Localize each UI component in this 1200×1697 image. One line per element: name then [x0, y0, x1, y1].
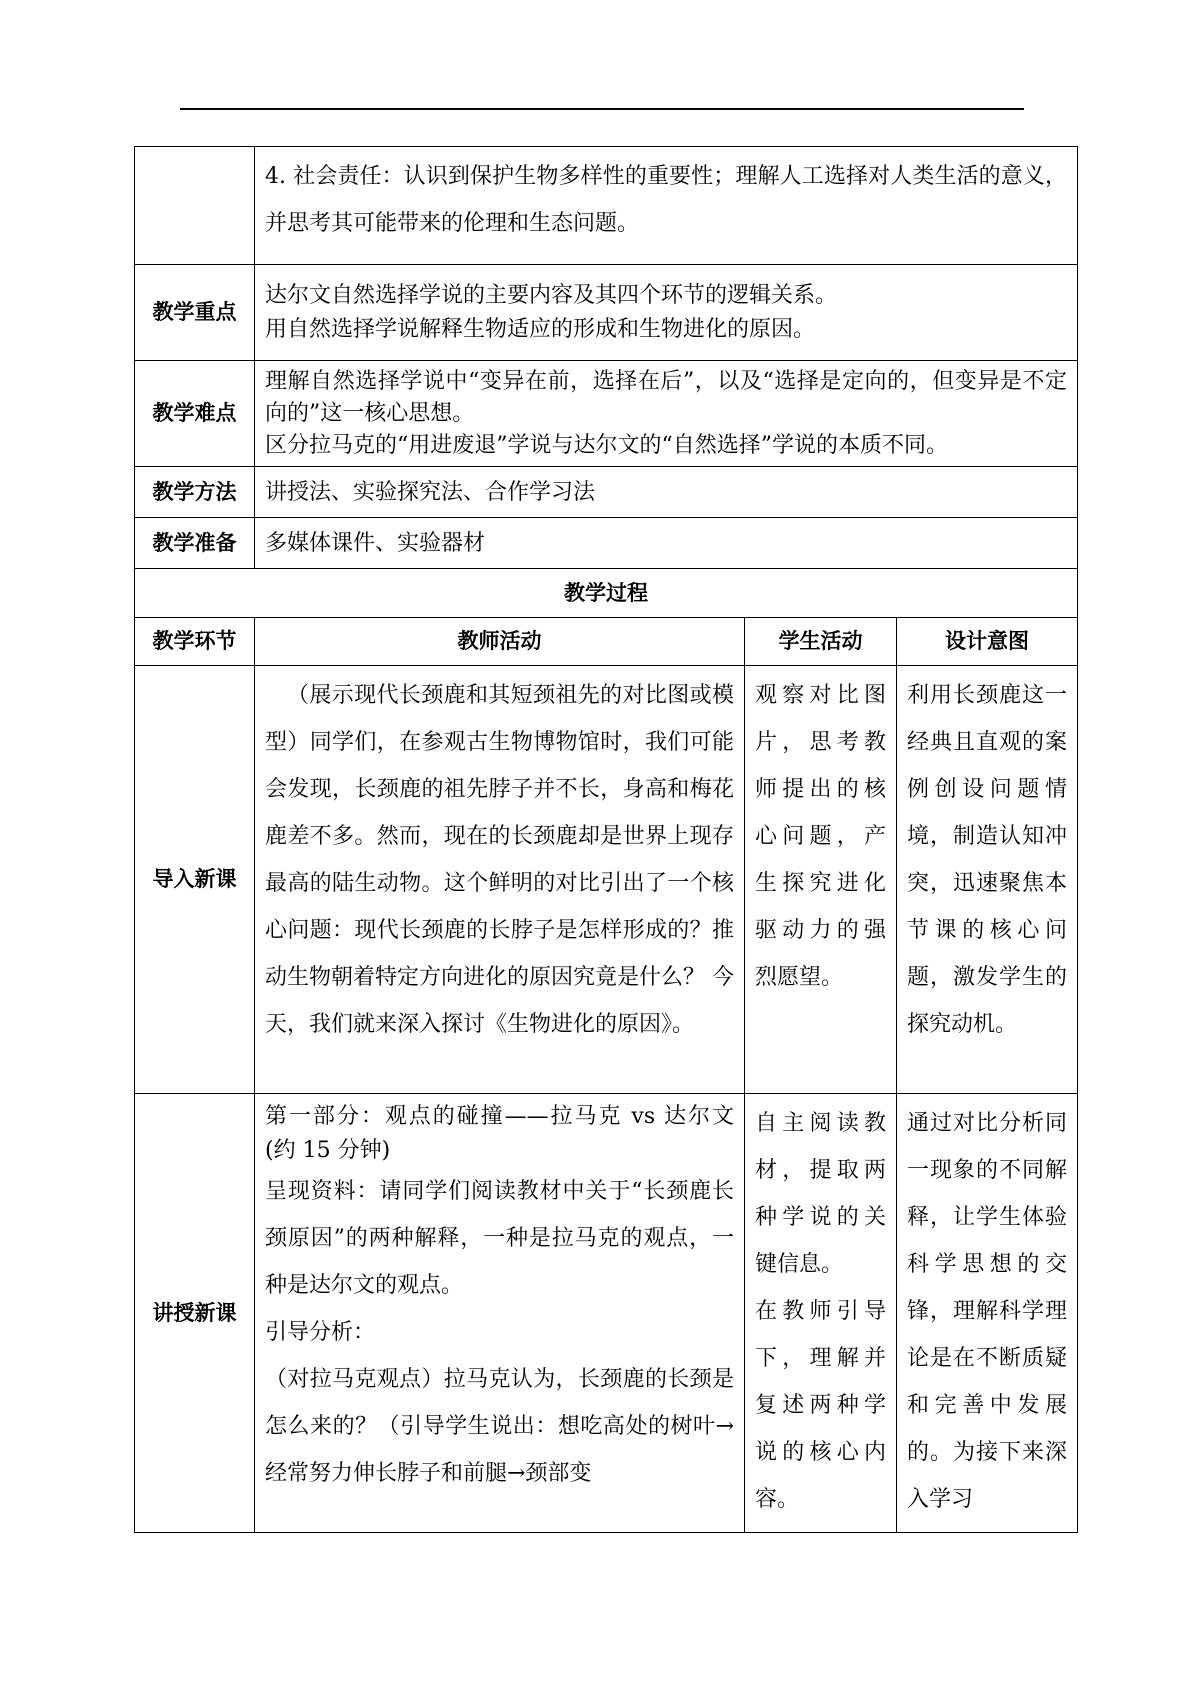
key-point-line: 用自然选择学说解释生物适应的形成和生物进化的原因。 — [265, 316, 816, 342]
key-point-line: 达尔文自然选择学说的主要内容及其四个环节的逻辑关系。 — [265, 282, 838, 308]
header-teacher: 教师活动 — [255, 618, 745, 666]
design-intent: 利用长颈鹿这一经典且直观的案例创设问题情境，制造认知冲突，迅速聚焦本节课的核心问题，激发学生的探究动机。 — [897, 666, 1078, 1094]
teacher-paragraph: （展示现代长颈鹿和其短颈祖先的对比图或模型）同学们，在参观古生物博物馆时，我们可能会发现，长颈鹿的祖先脖子并不长，身高和梅花鹿差不多。然而，现在的长颈鹿却是世界上现存最高的陆生动物。这个鲜明的对比引出了一个核心问题：现代长颈鹿的长脖子是怎样形成的？推动生物朝着特定方向进化的原因究竟是什么？ 今天，我们就来深入探讨《生物进化的原因》。 — [265, 683, 734, 1037]
stage-label: 导入新课 — [135, 666, 255, 1094]
process-row-intro — [135, 666, 1078, 1094]
process-row-lesson — [135, 1094, 1078, 1533]
header-intent: 设计意图 — [897, 618, 1078, 666]
header-rule — [180, 108, 1024, 110]
methods-label: 教学方法 — [135, 467, 255, 518]
stage-label: 讲授新课 — [135, 1094, 255, 1533]
process-title-row — [135, 569, 1078, 618]
header-stage: 教学环节 — [135, 618, 255, 666]
difficulties-content — [255, 361, 1078, 467]
difficulties-row — [135, 361, 1078, 467]
teacher-activity — [255, 666, 745, 1094]
lesson-plan-table — [134, 146, 1078, 1533]
methods-text: 讲授法、实验探究法、合作学习法 — [255, 467, 1078, 518]
preparation-label: 教学准备 — [135, 518, 255, 569]
teacher-activity — [255, 1094, 745, 1533]
methods-row — [135, 467, 1078, 518]
student-paragraph: 在教师引导下，理解并复述两种学说的核心内容。 — [755, 1299, 886, 1512]
process-title: 教学过程 — [135, 569, 1078, 618]
teacher-paragraph: （对拉马克观点）拉马克认为，长颈鹿的长颈是怎么来的？（引导学生说出：想吃高处的树叶→经常努力伸长脖子和前腿→颈部变 — [265, 1367, 734, 1486]
preparation-text: 多媒体课件、实验器材 — [255, 518, 1078, 569]
difficulty-line: 理解自然选择学说中“变异在前，选择在后”，以及“选择是定向的，但变异是不定向的”这一核心思想。 — [265, 368, 1068, 426]
preparation-row — [135, 518, 1078, 569]
student-activity — [745, 1094, 897, 1533]
difficulties-label: 教学难点 — [135, 361, 255, 467]
objectives-row — [135, 147, 1078, 265]
key-points-content — [255, 265, 1078, 361]
teacher-paragraph: 第一部分：观点的碰撞——拉马克 vs 达尔文 (约 15 分钟) — [265, 1104, 734, 1163]
key-points-row — [135, 265, 1078, 361]
student-paragraph: 观察对比图片，思考教师提出的核心问题，产生探究进化驱动力的强烈愿望。 — [755, 683, 886, 990]
teacher-paragraph: 呈现资料：请同学们阅读教材中关于“长颈鹿长颈原因”的两种解释，一种是拉马克的观点，一种是达尔文的观点。 — [265, 1179, 734, 1298]
objectives-text: 4. 社会责任：认识到保护生物多样性的重要性；理解人工选择对人类生活的意义，并思考其可能带来的伦理和生态问题。 — [255, 147, 1078, 265]
student-paragraph: 自主阅读教材，提取两种学说的关键信息。 — [755, 1111, 886, 1277]
teacher-paragraph: 引导分析： — [265, 1320, 376, 1345]
difficulty-line: 区分拉马克的“用进废退”学说与达尔文的“自然选择”学说的本质不同。 — [265, 432, 948, 458]
process-header-row — [135, 618, 1078, 666]
student-activity — [745, 666, 897, 1094]
header-student: 学生活动 — [745, 618, 897, 666]
design-intent: 通过对比分析同一现象的不同解释，让学生体验科学思想的交锋，理解科学理论是在不断质疑和完善中发展的。为接下来深入学习 — [897, 1094, 1078, 1533]
key-points-label: 教学重点 — [135, 265, 255, 361]
objectives-label-cell — [135, 147, 255, 265]
